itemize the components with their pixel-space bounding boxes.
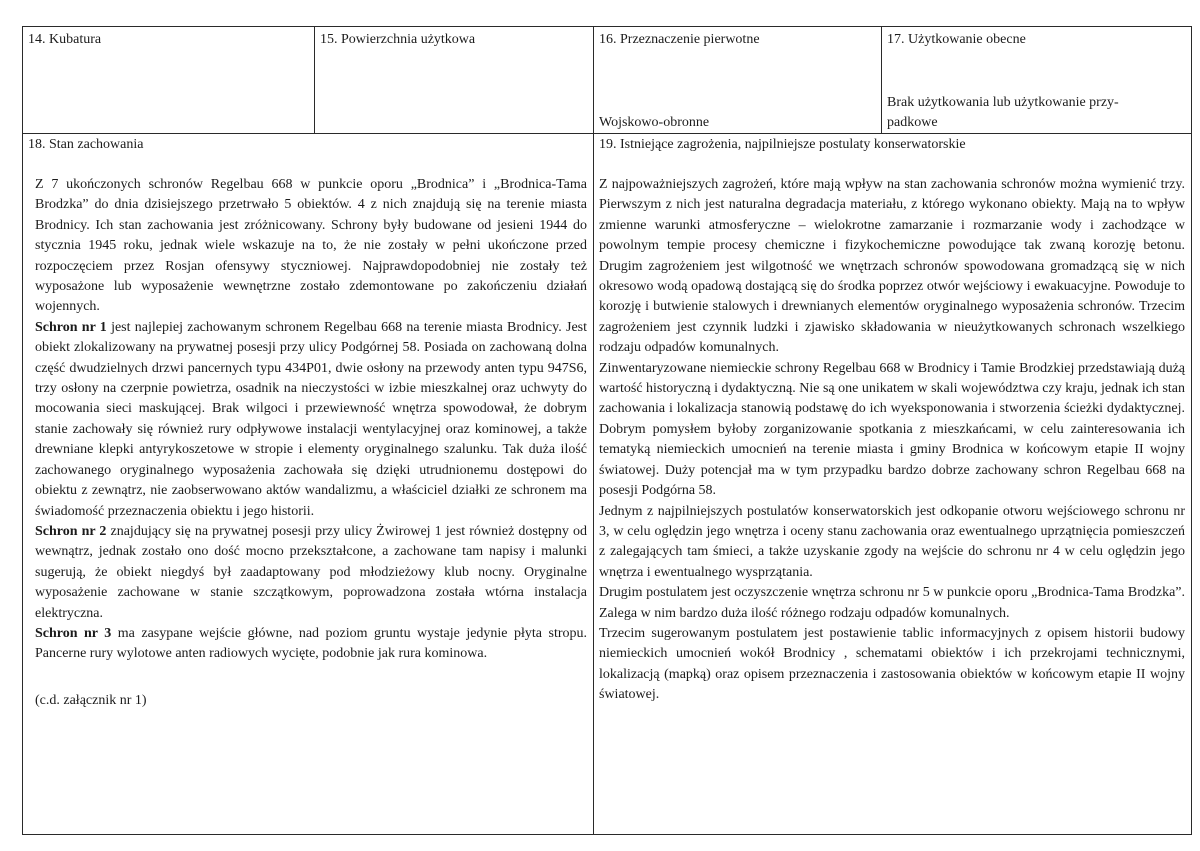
powierzchnia-label: 15. Powierzchnia użytkowa <box>320 32 476 47</box>
schron-3-text: ma zasypane wejście główne, nad poziom gruntu wystaje jedynie płyta stropu. Pancerne rury wylotowe anten radiowych wycięte, podobnie jak rura kominowa. <box>35 625 587 662</box>
uzytkowanie-value-line1: Brak użytkowania lub użytkowanie przy- <box>887 95 1119 110</box>
schron-2-title: Schron nr 2 <box>35 523 107 539</box>
intro-paragraph: Z 7 ukończonych schronów Regelbau 668 w punkcie oporu „Brodnica” i „Brodnica-Tama Brodzka” do dnia dzisiejszego przetrwało 5 obiektów. 4 z nich znajdują się na terenie miasta Brodnicy. Ich stan zachowania jest zróżnicowany. Schrony były budowane od jesieni 1944 do stycznia 1945 roku, jednak wiele wskazuje na to, że nie zostały w pełni ukończone przed rozpoczęciem przez Rosjan ofensywy styczniowej. Najprawdopodobniej nie zostały też wyposażone lub wyposażenie wewnętrzne zostało zdemontowane po zakończeniu działań wojennych. <box>35 177 587 315</box>
left-column-text <box>35 175 587 711</box>
schron-2-paragraph <box>35 522 587 624</box>
uzytkowanie-value-line2: padkowe <box>887 115 938 130</box>
threats-paragraph: Z najpoważniejszych zagrożeń, które mają wpływ na stan zachowania schronów można wymienić trzy. Pierwszym z nich jest naturalna degradacja materiału, z którego wykonano obiekty. Mają na to wpływ zmienne warunki atmosferyczne – wielokrotne zamarzanie i rozmarzanie wody i zachodzące w powolnym tempie procesy chemiczne i fizykochemiczne powodujące tak zwaną korozję betonu. Drugim zagrożeniem jest wilgotność we wnętrzach schronów spowodowana gromadzącą się w nich okresowo wodą opadową dostającą się do środka poprzez otwór wejściowy i ewakuacyjne. Powoduje to korozję i butwienie stalowych i drewnianych elementów oryginalnego wyposażenia schronów. Trzecim zagrożeniem jest czynnik ludzki i zjawisko składowania w nieużytkowanych schronach wszelkiego rodzaju odpadów komunalnych. <box>599 177 1185 356</box>
divider-14-15 <box>314 26 315 133</box>
schron-3-paragraph <box>35 624 587 665</box>
continued-note: (c.d. załącznik nr 1) <box>35 692 147 708</box>
schron-1-text: jest najlepiej zachowanym schronem Regelbau 668 na terenie miasta Brodnicy. Jest obiekt zlokalizowany na prywatnej posesji przy ulicy Podgórnej 58. Posiada on zachowaną dolna część dwudzielnych drzwi pancernych typu 434P01, dwie osłony na przewody anten typu 947S6, trzy osłony na czerpnie powietrza, osadnik na nieczystości w izbie mieszkalnej oraz uchwyty do mocowania sieci maskującej. Brak wilgoci i przewiewność wnętrza spowodował, że dobrym stanie zachowały się również rury odpływowe instalacji wentylacyjnej oraz kominowej, a także drewniane klepki antyrykoszetowe w stropie i elementy oryginalnego szalunku. Tak duża ilość zachowanego oryginalnego wyposażenia zachowała się dzięki utrudnionemu dostępowi do obiektu z zewnątrz, nie zaobserwowano aktów wandalizmu, a właściciel działki ze schronem ma świadomość przeznaczenia obiektu i jego historii. <box>35 319 587 519</box>
postulate-3-paragraph: Trzecim sugerowanym postulatem jest postawienie tablic informacyjnych z opisem historii budowy niemieckich umocnień wokół Brodnicy , schematami obiektów i ich przekrojami technicznymi, lokalizacją (mapką) oraz opisem przeznaczenia i zastosowania obiektów w końcowym etapie II wojny światowej. <box>599 625 1185 703</box>
postulate-2-paragraph: Drugim postulatem jest oczyszczenie wnętrza schronu nr 5 w punkcie oporu „Brodnica-Tama Brodzka”. Zalega w nim bardzo duża ilość różnego rodzaju odpadów komunalnych. <box>599 585 1185 621</box>
right-border <box>1191 26 1192 834</box>
uzytkowanie-label: 17. Użytkowanie obecne <box>887 32 1026 47</box>
schron-1-paragraph <box>35 318 587 522</box>
right-column-text <box>599 175 1185 706</box>
value-paragraph: Zinwentaryzowane niemieckie schrony Regelbau 668 w Brodnicy i Tamie Brodzkiej przedstawiają dużą wartość historyczną i dydaktyczną. Nie są one unikatem w skali województwa czy kraju, jednak ich stan zachowania i lokalizacja stanowią podstawę do ich wyeksponowania i stworzenia ścieżki dydaktycznej. Dobrym pomysłem byłoby zorganizowanie spotkania z mieszkańcami, w celu zainteresowania ich tematyką niemieckich umocnień na terenie miasta i gminy Brodnica w końcowym etapie II wojny światowej. Duży potencjał ma w tym przypadku bardzo dobrze zachowany schron Regelbau 668 na posesji Podgórna 58. <box>599 360 1185 499</box>
divider-main <box>593 26 594 834</box>
form-sheet <box>22 26 1192 836</box>
header-bottom-border <box>22 133 1192 134</box>
schron-2-text: znajdujący się na prywatnej posesji przy ulicy Żwirowej 1 jest również dostępny od wewnątrz, jednak zostało ono dość mocno przekształcone, a zachowane tam napisy i malunki sugerują, że obiekt niegdyś był zaadaptowany pod młodzieżowy klub nocny. Oryginalne wyposażenie zachowane w stanie szczątkowym, poprowadzona została wtórna instalacja elektryczna. <box>35 523 588 621</box>
schron-1-title: Schron nr 1 <box>35 319 107 335</box>
schron-3-title: Schron nr 3 <box>35 625 112 641</box>
przeznaczenie-value: Wojskowo-obronne <box>599 115 710 130</box>
divider-16-17 <box>881 26 882 133</box>
przeznaczenie-label: 16. Przeznaczenie pierwotne <box>599 32 760 47</box>
stan-zachowania-label: 18. Stan zachowania <box>28 137 144 152</box>
kubatura-label: 14. Kubatura <box>28 32 102 47</box>
top-border <box>22 26 1192 27</box>
left-border <box>22 26 23 834</box>
bottom-border <box>22 834 1192 835</box>
postulate-1-paragraph: Jednym z najpilniejszych postulatów konserwatorskich jest odkopanie otworu wejściowego schronu nr 3, w celu oględzin jego wnętrza i oceny stanu zachowania oraz ewentualnego uprzątnięcia pomieszczeń z zalegających tam śmieci, a także uzyskanie zgody na wejście do schronu nr 4 w celu oględzin jego wnętrza i ewentualnego wysprzątania. <box>599 503 1185 580</box>
zagrozenia-label: 19. Istniejące zagrożenia, najpilniejsze postulaty konserwatorskie <box>599 137 966 152</box>
